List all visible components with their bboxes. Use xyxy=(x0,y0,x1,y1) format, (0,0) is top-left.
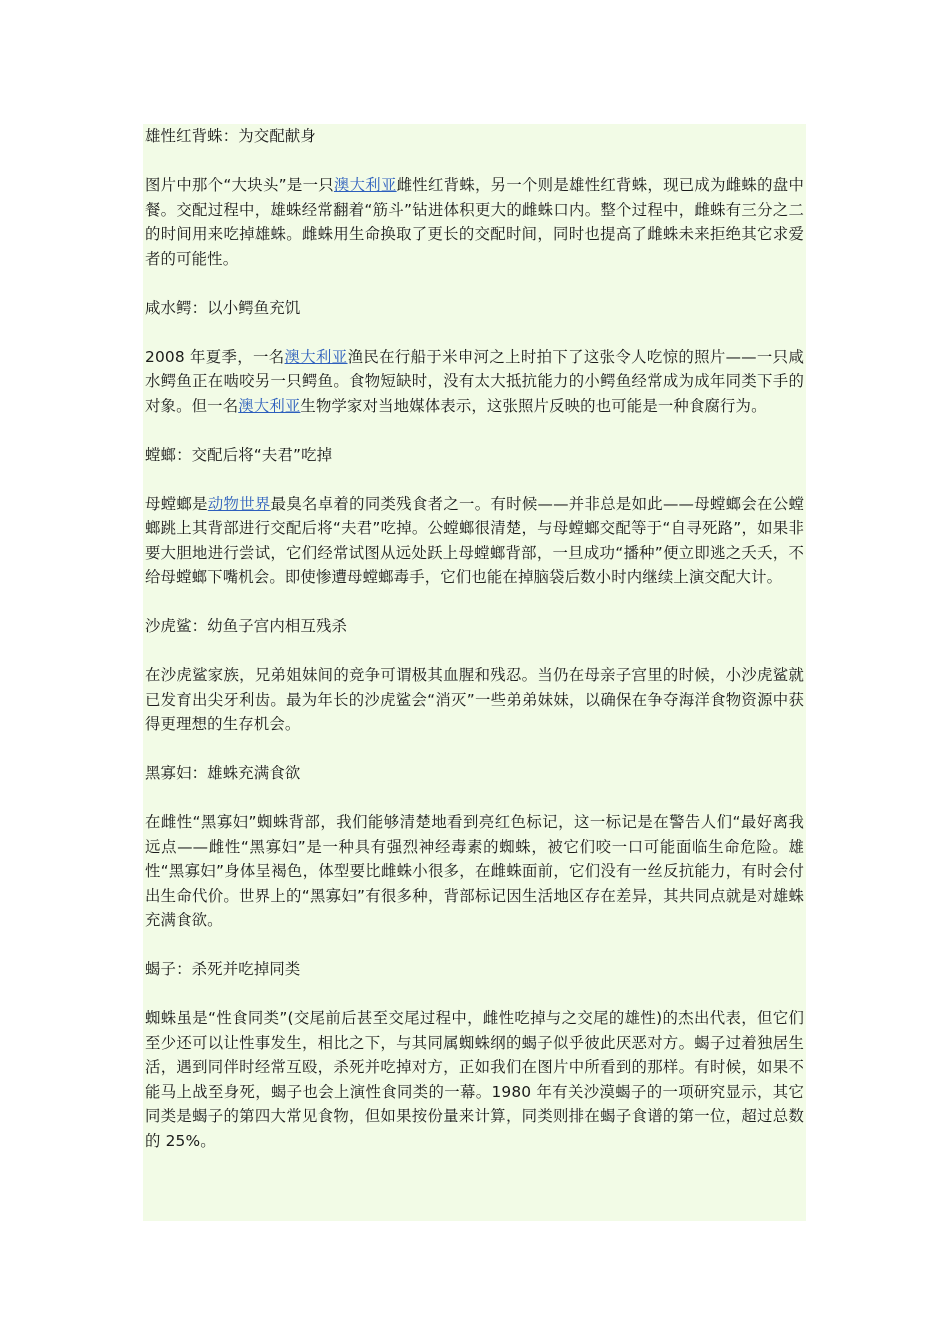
paragraph-gap xyxy=(143,786,806,811)
link-australia[interactable]: 澳大利亚 xyxy=(238,396,301,415)
section-paragraph xyxy=(143,663,806,737)
section-heading: 蝎子：杀死并吃掉同类 xyxy=(145,960,301,978)
paragraph-gap xyxy=(143,982,806,1007)
section-paragraph xyxy=(143,492,806,590)
paragraph-gap xyxy=(143,737,806,762)
paragraph-gap xyxy=(143,418,806,443)
section-paragraph xyxy=(143,810,806,933)
paragraph-gap xyxy=(143,271,806,296)
article-content xyxy=(143,124,806,1221)
section-heading: 黑寡妇：雄蛛充满食欲 xyxy=(145,764,301,782)
section-heading: 咸水鳄：以小鳄鱼充饥 xyxy=(145,298,301,317)
section-paragraph xyxy=(143,1006,806,1153)
paragraph-gap xyxy=(143,149,806,174)
text-run: 渔民在行船于米申河之上时拍下了这张令人吃惊的照片——一只咸水鳄鱼正在啮咬另一只鳄鱼。食物短缺时，没有太大抵抗能力的小鳄鱼经常成为成年同类下手的对象。但一名 xyxy=(145,347,804,415)
paragraph-gap xyxy=(143,590,806,615)
paragraph-gap xyxy=(143,933,806,958)
text-run: 蜘蛛虽是“性食同类”(交尾前后甚至交尾过程中，雌性吃掉与之交尾的雄性)的杰出代表，但它们至少还可以让性事发生，相比之下，与其同属蜘蛛纲的蝎子似乎彼此厌恶对方。蝎子过着独居生活，遇到同伴时经常互殴，杀死并吃掉对方，正如我们在图片中所看到的那样。有时候，如果不能马上战至身死，蝎子也会上演性食同类的一幕。1980 年有关沙漠蝎子的一项研究显示，其它同类是蝎子的第四大常见食物，但如果按份量来计算，同类则排在蝎子食谱的第一位，超过总数的 25%。 xyxy=(145,1009,804,1150)
section-heading: 雄性红背蛛：为交配献身 xyxy=(145,127,316,145)
text-run: 在雌性“黑寡妇”蜘蛛背部，我们能够清楚地看到亮红色标记，这一标记是在警告人们“最好离我远点——雌性“黑寡妇”是一种具有强烈神经毒素的蜘蛛，被它们咬一口可能面临生命危险。雄性“黑寡妇”身体呈褐色，体型要比雌蛛小很多，在雌蛛面前，它们没有一丝反抗能力，有时会付出生命代价。世界上的“黑寡妇”有很多种，背部标记因生活地区存在差异，其共同点就是对雄蛛充满食欲。 xyxy=(145,813,804,929)
text-run: 最臭名卓着的同类残食者之一。有时候——并非总是如此——母螳螂会在公螳螂跳上其背部进行交配后将“夫君”吃掉。公螳螂很清楚，与母螳螂交配等于“自寻死路”，如果非要大胆地进行尝试，它们经常试图从远处跃上母螳螂背部，一旦成功“播种”便立即逃之夭夭，不给母螳螂下嘴机会。即使惨遭母螳螂毒手，它们也能在掉脑袋后数小时内继续上演交配大计。 xyxy=(145,494,804,586)
text-run: 图片中那个“大块头”是一只 xyxy=(145,176,334,194)
section-heading: 沙虎鲨：幼鱼子宫内相互残杀 xyxy=(145,617,348,635)
link-animal-world[interactable]: 动物世界 xyxy=(207,494,271,513)
section-paragraph xyxy=(143,173,806,271)
text-run: 生物学家对当地媒体表示，这张照片反映的也可能是一种食腐行为。 xyxy=(300,396,767,415)
text-run: 母螳螂是 xyxy=(145,494,208,513)
section-heading: 螳螂：交配后将“夫君”吃掉 xyxy=(145,445,333,464)
text-run: 2008 年夏季，一名 xyxy=(145,347,285,366)
text-run: 在沙虎鲨家族，兄弟姐妹间的竞争可谓极其血腥和残忍。当仍在母亲子宫里的时候，小沙虎鲨就已发育出尖牙利齿。最为年长的沙虎鲨会“消灭”一些弟弟妹妹，以确保在争夺海洋食物资源中获得更理想的生存机会。 xyxy=(145,666,804,733)
link-australia[interactable]: 澳大利亚 xyxy=(333,176,397,194)
link-australia[interactable]: 澳大利亚 xyxy=(284,347,348,366)
text-run: 雌性红背蛛，另一个则是雄性红背蛛，现已成为雌蛛的盘中餐。交配过程中，雄蛛经常翻着“筋斗”钻进体积更大的雌蛛口内。整个过程中，雌蛛有三分之二的时间用来吃掉雄蛛。雌蛛用生命换取了更长的交配时间，同时也提高了雌蛛未来拒绝其它求爱者的可能性。 xyxy=(145,176,804,268)
paragraph-gap xyxy=(143,320,806,345)
paragraph-gap xyxy=(143,467,806,492)
section-paragraph xyxy=(143,345,806,419)
paragraph-gap xyxy=(143,639,806,664)
